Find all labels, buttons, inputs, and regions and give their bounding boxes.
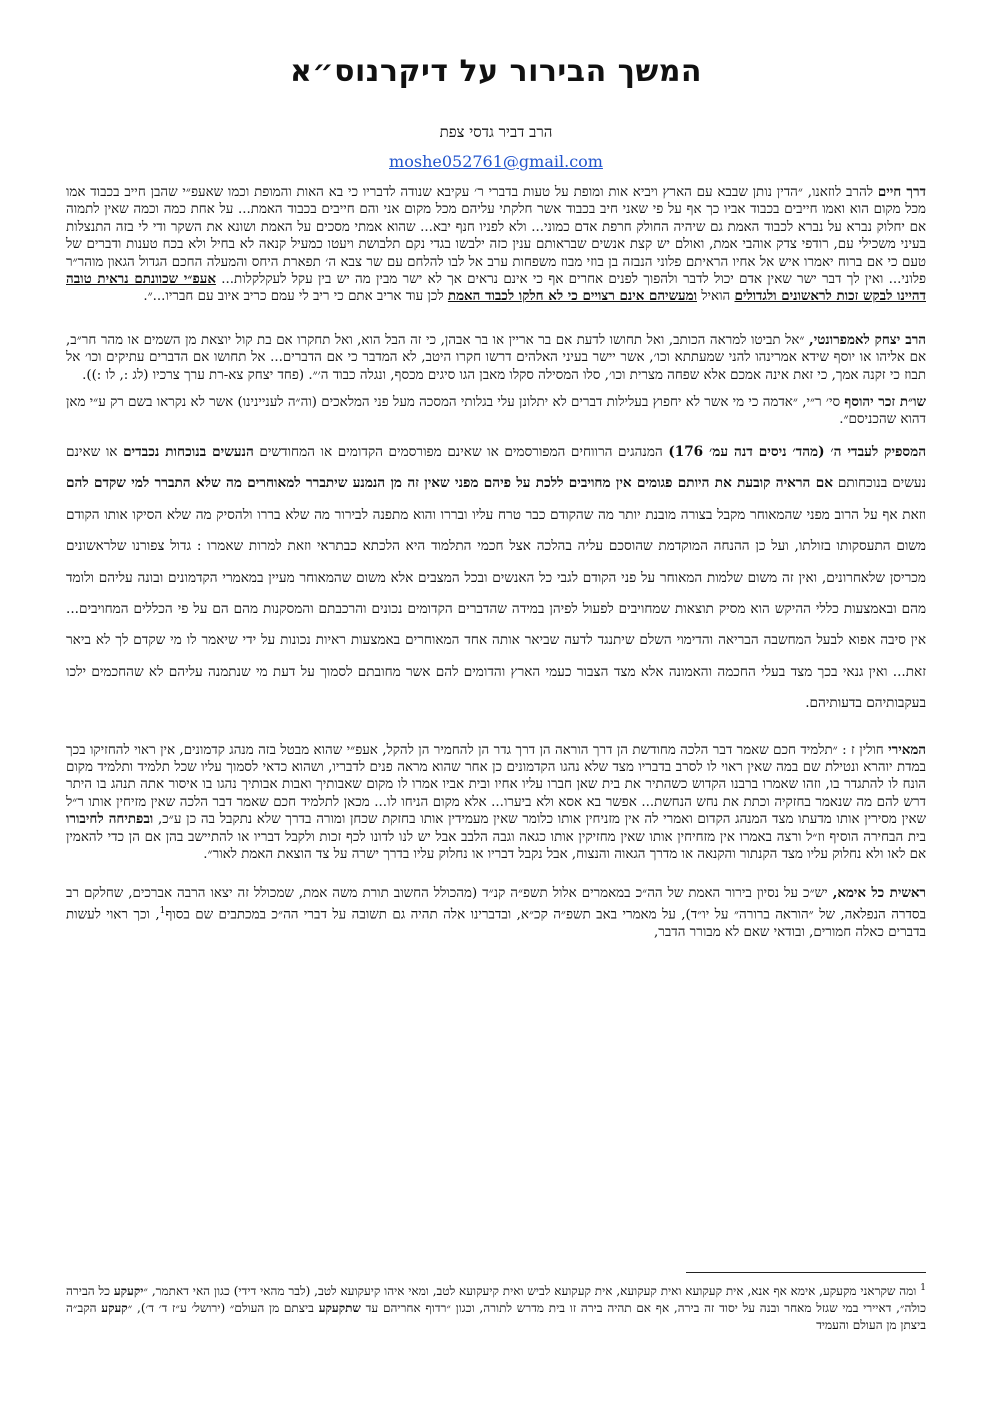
paragraph-text: או שאינם נעשים בנוכחותם bbox=[66, 443, 926, 492]
paragraph-text: להרב לוזאנו, ״הדין נותן שבבא עם הארץ ויביא אות ומופת על טעות בדברי ר׳ עקיבא שנודה לדבריו כי בא האות והמופת וכמו שאעפ״י שהבן חייב בכבוד אמו מכל מקום הוא ואמו חייבים בכבוד אביו כך אף על פי שאני חיב בכבוד אשר חלקתי עליהם מכל מקום אני והם חייבים בכבוד האמת... על אחת כמה וכמה שאין לתמוה אם יחלוק נברא על נברא לכבוד האמת גם שיהיה החולק חרפת אדם כמוני... ולא לפניו חנף יבא... שהוא אמתי מסכים על האמת ושונא את השקר ודי לי בזה התנצלות בעיני משכילי עם, רודפי צדק אוהבי אמת, ואולם יש קצת אנשים שבראותם ענין כזה ילבשו בגדי נקם תלבושת ויעטו כמעיל קנאה לא בחיל ולא בכח טענות ודברים של טעם כי אם ברוח יאמרו איש אל אחיו הראיתם פלוני הנבזה בן בוזי מבוז משפחות ערב אל לבו להלחם עם שר צבא ה׳ תפארת היחס והמעלה החכם הגדול הגאון מוהר״ר פלוני... ואין לך דבר ישר שאין אדם יכול לדבר ולהפוך לפנים אחרים אף כי אינם נראים אך לא ישר מבין מה יש בין עקל לעקלקלות... bbox=[66, 185, 926, 288]
paragraph-text: חולין ז : ״תלמיד חכם שאמר דבר הלכה מחודשת הן דרך הוראה הן דרך גדר הן להחמיר הן להקל, אעפ״י שהוא מבטל בזה מנהג קדמונים, אין ראוי להחזיקו בכך במדת יוהרא ונטילת שם במה שאין ראוי לו לסרב בדבריו מצד שלא נהגו הקדמונים כן אחר שהוא מראה פנים לדבריו, ושהוא כדאי לסמוך עליו שכל תלמיד ותלמיד מקום הונח לו להתגדר בו, וזהו שאמרו ברבנו הקדוש כשהתיר את בית שאן חברו עליו אחיו ובית אביו אמרו לו מקום שאבותיך ואבות אבותיך נהגו בו איסור אתה תנהג בו היתר דרש להם מה שנאמר בחזקיה וכתת את נחש הנחשת... אפשר בא אסא ולא ביערו... אלא מקום הניחו לו... מכאן לתלמיד חכם שאמר דבר הלכה שאין מזיחין אותו ר״ל שאין מסירין אותו מדעתו מצד המנהג הקדום ואמרי לה אין מזניחין אותו כלומר שאין מעמידין אותו בחזקת שכחן ומורה בדרך שלא נתקבל בה כן ע״כ, bbox=[66, 742, 926, 828]
paragraph-bold: ובפתיחה לחיבורו bbox=[66, 811, 154, 828]
paragraph-lead: המספיק לעבדי ה׳ (מהד׳ ניסים דנה עמ׳ 176) bbox=[668, 443, 927, 460]
paragraph-text: ״אל תביטו למראה הכותב, ואל תחושו לדעת אם בר אריין או בר אבהן, כי זה הבל הוא, ואל תחקרו אם בת קול יוצאת מן השמים או מהר חר״ב, אם אליהו או יוסף שידא אמרינהו להני שמעתתא וכו׳, אשר יישר בעיני האלהים דרשו חקרו היטב, לא המדבר כי אם הדברים... אל תחושו אם הדברים עתיקים וכו׳ אל תבוז כי זקנה אמך, כי זאת אינה אמכם אלא שפחה מצרית וכו׳, סלו המסילה סקלו מאבן הגו סיגים מכסף, ונגלה כבוד ה׳״. (פחד יצחק צא-רת ערך צרכיו (לג :, לו :)). bbox=[66, 332, 926, 383]
footnote-bold: שתקעקע bbox=[318, 1301, 361, 1315]
paragraph-lead: שו״ת זכר יהוסף bbox=[844, 394, 926, 411]
paragraph-hameiri bbox=[66, 742, 926, 864]
paragraph-lead: הרב יצחק לאמפרונטי, bbox=[809, 331, 926, 348]
author-line: הרב דביר גדסי צפת bbox=[439, 123, 553, 141]
paragraph-bold: אם הראיה קובעת את היותם פגומים אין מחויבים ללכת על פיהם מפני שאין זה מן הנמנע שיתברר למאוחרים מה שלא התברר למי שקדם להם bbox=[66, 475, 833, 492]
footnote-text: כל הבירה כולה״, דאיירי במי שגזל מאחר ובנה על יסוד זה בירה, אף אם תהיה בירה זו בית מדרש לתורה, וכגון ״רדוף אחריהם עד bbox=[66, 1284, 926, 1315]
paragraph-zecher-yehosef bbox=[66, 394, 926, 429]
footnote-bold: יקעקע bbox=[113, 1284, 144, 1298]
page-title: המשך הבירור על דיקרנוס״א bbox=[289, 54, 703, 89]
paragraph-lead: דרך חיים bbox=[877, 184, 926, 200]
paragraph-text: , וכך ראוי לעשות בדברים כאלה חמורים, ובודאי שאם לא מבורר הדבר, bbox=[66, 907, 926, 940]
paragraph-bold: הנעשים בנוכחות נכבדים bbox=[123, 443, 254, 460]
paragraph-text: לכן עוד אריב אתם כי ריב לי עמם כריב איוב עם חבריו...״. bbox=[143, 289, 444, 305]
paragraph-derekh-chaim bbox=[66, 184, 926, 306]
paragraph-text: וזאת אף על הרוב מפני שהמאוחר מקבל בצורה מובנת יותר מה שהקודם כבר טרח עליו ובררו והוא מתפנה לבירור מה שלא בררו ולהסיק מה שלא הסיקו אותו הקודם משום התעסקותו בזולתו, ועל כן ההנחה המוקדמת שהוסכם עליה בהלכה אצל חכמי התלמוד היא הלכתא כבתראי וזאת למרות שאמרו : גדול צפורנו שלראשונים מכריסן שלאחרונים, ואין זה משום שלמות המאוחר על פני הקודם לגבי כל האנשים ובכל המצבים אלא משום שהמאוחר מעיין במאמרי הקדמונים ובונה עליהם ולומד מהם ובאמצעות כללי ההיקש הוא מסיק תוצאות שמחויבים לפעול לפיהן במידה שהדברים הקדומים נכונים והרכבתם והמסקנות מהם הם על פי הכללים המחויבים... אין סיבה אפוא לבעל המחשבה הבריאה והדימוי השלם שיתנגד לדעה שביאר אותה אחד המאוחרים באמצעות ראיות נכונות על ידי שיאמר לו מי שקדם לך לא ביאר זאת... ואין גנאי בכך מצד בעלי החכמה והאמונה אלא מצד הצבור כעמי הארץ והדומים להם אשר מחובתם לסמוך על דעת מי שנתמנה עליהם לא שהחכמים ילכו בעקבותיהם בדעותיהם. bbox=[66, 506, 926, 712]
paragraph-bold: ומעשיהם אינם רצויים כי לא חלקו לכבוד האמת bbox=[447, 288, 697, 305]
footnote-divider bbox=[686, 1272, 926, 1273]
paragraph-lead: ראשית כל אימא, bbox=[832, 885, 926, 902]
paragraph-lampronti bbox=[66, 332, 926, 384]
paragraph-text: יש״כ על נסיון בירור האמת של הה״כ במאמרים אלול תשפ״ה קנ״ד (מהכולל החשוב תורת משה אמת, שמכולל זה יצאו הרבה אברכים, שחלקם רב בסדרה הנפלאה, של ״הוראה ברורה״ על יו״ד), על מאמרי באב תשפ״ה קכ״א, ובדברינו אלה תהיה גם תשובה על דברי הה״כ במכתבים שם בסוף bbox=[66, 886, 926, 923]
paragraph-text: בית הבחירה הוסיף וז״ל ורצה באמרו אין מזחיחין אותו שאין מחזיקין אותו כגאה וגבה הלבב אבל יש לנו לדונו לכף זכות ולקבל דבריו או להתיישב בהן אם הן כדי להאמין אם לאו ולא נחלוק עליו מצד הקנתור והקנאה או מדרך הגאוה והנצוח, אבל נקבל דבריו או נחלוק עליו בדרך ישרה על צד הוצאת האמת לאור״. bbox=[66, 829, 926, 862]
paragraph-text: המנהגים הרווחים המפורסמים או שאינם מפורסמים הקדומים או המחודשים bbox=[259, 443, 663, 460]
paragraph-text: הואיל bbox=[701, 289, 731, 305]
paragraph-hamaspik bbox=[66, 437, 926, 720]
footnote-text: ביצתם מן העולם״ (ירושל׳ ע״ז ד׳ ד׳), ״ bbox=[127, 1301, 319, 1315]
footnote bbox=[66, 1280, 926, 1334]
paragraph-bold: אעפ״י שכוונתם נראית טובה דהיינו לבקש זכות לראשונים ולגדולים bbox=[66, 271, 926, 305]
footnote-text: ומה שקראני מקעקע, אימא אף אנא, אית קעקועא ואית קעקועא, אית קעקועא לביש ואית קיעקועא לטב, ומאי איהו קיעקועא לטב, (לבר מהאי דידי) כגון האי דאתמר, ״ bbox=[143, 1284, 917, 1298]
footnote-reference[interactable]: 1 bbox=[159, 905, 166, 916]
email-line bbox=[66, 152, 926, 172]
email-link[interactable]: moshe052761@gmail.com bbox=[389, 152, 603, 171]
paragraph-reshit bbox=[66, 885, 926, 941]
footnote-number: 1 bbox=[920, 1283, 926, 1293]
footnote-text: הקב״ה ביצתן מן העולם והעמיד bbox=[66, 1301, 926, 1332]
footnote-bold: קעקע bbox=[101, 1301, 128, 1315]
paragraph-text: סי׳ ר״י, ״אדמה כי מי אשר לא יחפוץ בעלילות דברים לא יתלונן עלי בגלותי המסכה מעל פני המלאכים (וה״ה לעניינינו) אשר לא נקראו בשם רק ע״י מאן דהוא שהכניסם״. bbox=[66, 395, 926, 428]
paragraph-lead: המאירי bbox=[888, 741, 926, 758]
